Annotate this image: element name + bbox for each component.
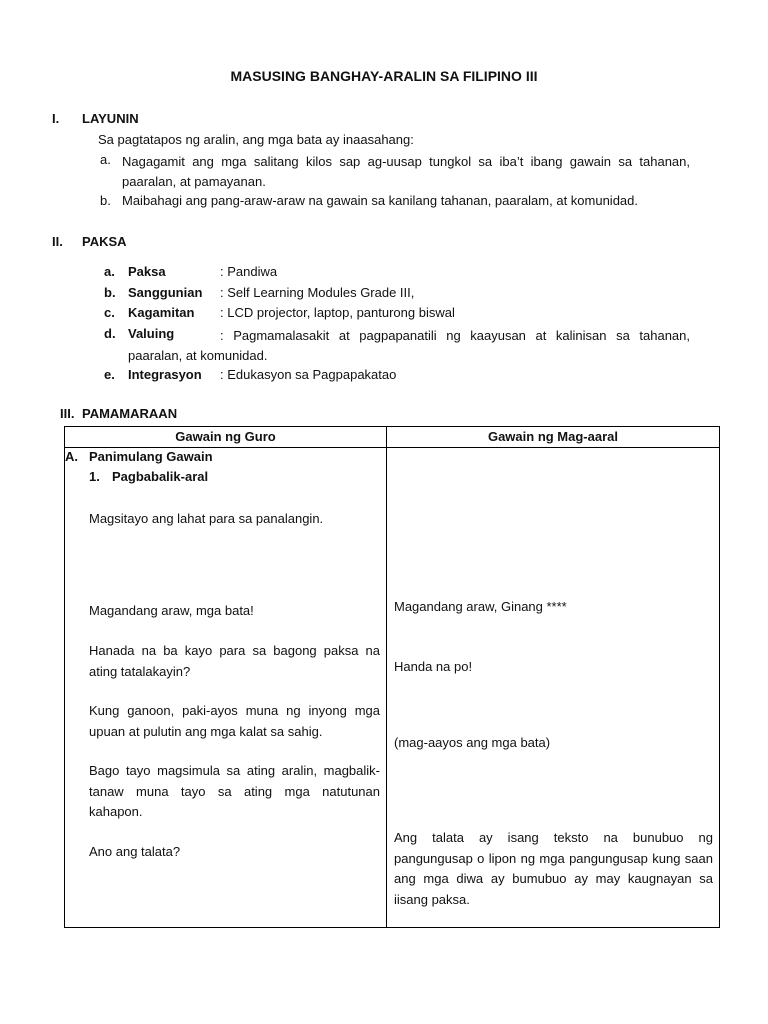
paksa-item-label: Integrasyon	[128, 367, 202, 382]
guro-line: Magsitayo ang lahat para sa panalangin.	[89, 511, 324, 526]
paksa-item-label: Kagamitan	[128, 305, 195, 320]
paksa-item-letter: c.	[104, 305, 115, 320]
section-number-pamamaraan: III.	[60, 406, 75, 421]
guro-line: Ano ang talata?	[89, 844, 181, 859]
layunin-item-b-letter: b.	[100, 193, 111, 208]
paksa-item-label: Paksa	[128, 264, 166, 279]
guro-line: Bago tayo magsimula sa ating aralin, magbalik-tanaw muna tayo sa ating mga natutunan kahapon.	[89, 763, 380, 819]
mag-aaral-line: Magandang araw, Ginang ****	[394, 599, 567, 614]
layunin-item-a-text: Nagagamit ang mga salitang kilos sap ag-uusap tungkol sa iba’t ibang gawain sa tahanan, paaralan, at pamayanan.	[122, 154, 690, 189]
layunin-item-b-text: Maibahagi ang pang-araw-araw na gawain sa kanilang tahanan, paaralam, at komunidad.	[122, 193, 639, 208]
section-heading-layunin: LAYUNIN	[82, 111, 139, 126]
guro-line: Kung ganoon, paki-ayos muna ng inyong mga upuan at pulutin ang mga kalat sa sahig.	[89, 703, 380, 739]
subsection-subtitle: Pagbabalik-aral	[112, 469, 209, 484]
paksa-item-value: : Edukasyon sa Pagpapakatao	[220, 367, 397, 382]
guro-line: Hanada na ba kayo para sa bagong paksa na ating tatalakayin?	[89, 643, 380, 679]
layunin-intro: Sa pagtatapos ng aralin, ang mga bata ay inaasahang:	[98, 132, 414, 147]
paksa-item-label: Sanggunian	[128, 285, 203, 300]
paksa-item-letter: a.	[104, 264, 115, 279]
mag-aaral-line: Handa na po!	[394, 659, 473, 674]
subsection-letter: A.	[65, 449, 78, 464]
subsection-number: 1.	[89, 469, 100, 484]
paksa-item-letter: e.	[104, 367, 115, 382]
paksa-item-letter: d.	[104, 326, 116, 341]
table-column-divider	[386, 427, 387, 927]
paksa-item-value: : LCD projector, laptop, panturong biswal	[220, 305, 455, 320]
paksa-item-label: Valuing	[128, 326, 175, 341]
paksa-item-value: : Pagmamalasakit at pagpapanatili ng kaayusan at kalinisan sa tahanan, paaralan, at komunidad.	[128, 328, 690, 363]
guro-line: Magandang araw, mga bata!	[89, 603, 254, 618]
layunin-item-a-letter: a.	[100, 152, 111, 167]
section-heading-paksa: PAKSA	[82, 234, 127, 249]
mag-aaral-line: (mag-aayos ang mga bata)	[394, 735, 551, 750]
paksa-item-value: : Self Learning Modules Grade III,	[220, 285, 415, 300]
column-header-mag-aaral: Gawain ng Mag-aaral	[487, 429, 619, 444]
subsection-title: Panimulang Gawain	[89, 449, 213, 464]
column-header-guro: Gawain ng Guro	[175, 429, 276, 444]
procedure-table	[64, 426, 720, 928]
table-header-divider	[65, 447, 719, 448]
paksa-item-letter: b.	[104, 285, 116, 300]
document-title: MASUSING BANGHAY-ARALIN SA FILIPINO III	[230, 68, 538, 84]
section-number-layunin: I.	[52, 111, 60, 126]
section-heading-pamamaraan: PAMAMARAAN	[82, 406, 178, 421]
mag-aaral-line: Ang talata ay isang teksto na bunubuo ng pangungusap o lipon ng mga pangungusap kung saan ang mga diwa ay bumubuo ay may kaugnayan sa iisang paksa.	[394, 830, 713, 907]
section-number-paksa: II.	[52, 234, 63, 249]
paksa-item-value: : Pandiwa	[220, 264, 278, 279]
